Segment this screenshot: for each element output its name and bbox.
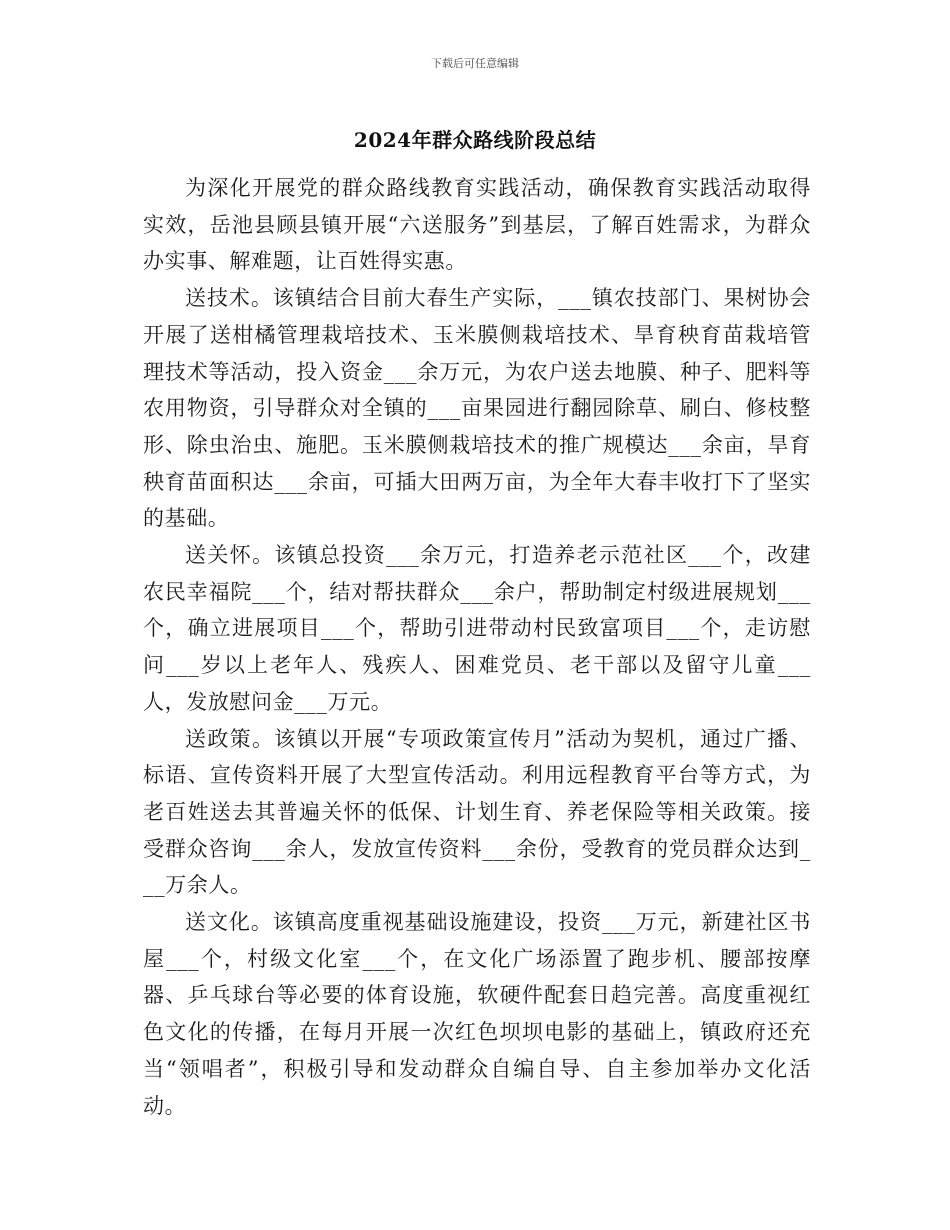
paragraph-care: 送关怀。该镇总投资___余万元，打造养老示范社区___个，改建农民幸福院___个，结对帮扶群众___余户，帮助制定村级进展规划___个，确立进展项目___个，帮助引进带动村民致富项目___个，走访慰问___岁以上老年人、残疾人、困难党员、老干部以及留守儿童___人，发放慰问金___万元。 bbox=[143, 543, 811, 714]
paragraph-technology: 送技术。该镇结合目前大春生产实际，___镇农技部门、果树协会开展了送柑橘管理栽培技术、玉米膜侧栽培技术、旱育秧育苗栽培管理技术等活动，投入资金___余万元，为农户送去地膜、种子、肥料等农用物资，引导群众对全镇的___亩果园进行翻园除草、刷白、修枝整形、除虫治虫、施肥。玉米膜侧栽培技术的推广规模达___余亩，旱育秧育苗面积达___余亩，可插大田两万亩，为全年大春丰收打下了坚实的基础。 bbox=[143, 286, 811, 531]
page-header-note: 下载后可任意编辑 bbox=[431, 57, 519, 70]
paragraph-intro: 为深化开展党的群众路线教育实践活动，确保教育实践活动取得实效，岳池县顾县镇开展“六送服务”到基层，了解百姓需求，为群众办实事、解难题，让百姓得实惠。 bbox=[143, 176, 811, 274]
paragraph-culture: 送文化。该镇高度重视基础设施建设，投资___万元，新建社区书屋___个，村级文化室___个，在文化广场添置了跑步机、腰部按摩器、乒乓球台等必要的体育设施，软硬件配套日趋完善。高度重视红色文化的传播，在每月开展一次红色坝坝电影的基础上，镇政府还充当“领唱者”，积极引导和发动群众自编自导、自主参加举办文化活动。 bbox=[143, 910, 811, 1118]
paragraph-policy: 送政策。该镇以开展“专项政策宣传月”活动为契机，通过广播、标语、宣传资料开展了大型宣传活动。利用远程教育平台等方式，为老百姓送去其普遍关怀的低保、计划生育、养老保险等相关政策。接受群众咨询___余人，发放宣传资料___余份，受教育的党员群众达到___万余人。 bbox=[143, 726, 811, 898]
document-body bbox=[143, 170, 811, 1124]
document-title: 2024年群众路线阶段总结 bbox=[353, 128, 597, 152]
